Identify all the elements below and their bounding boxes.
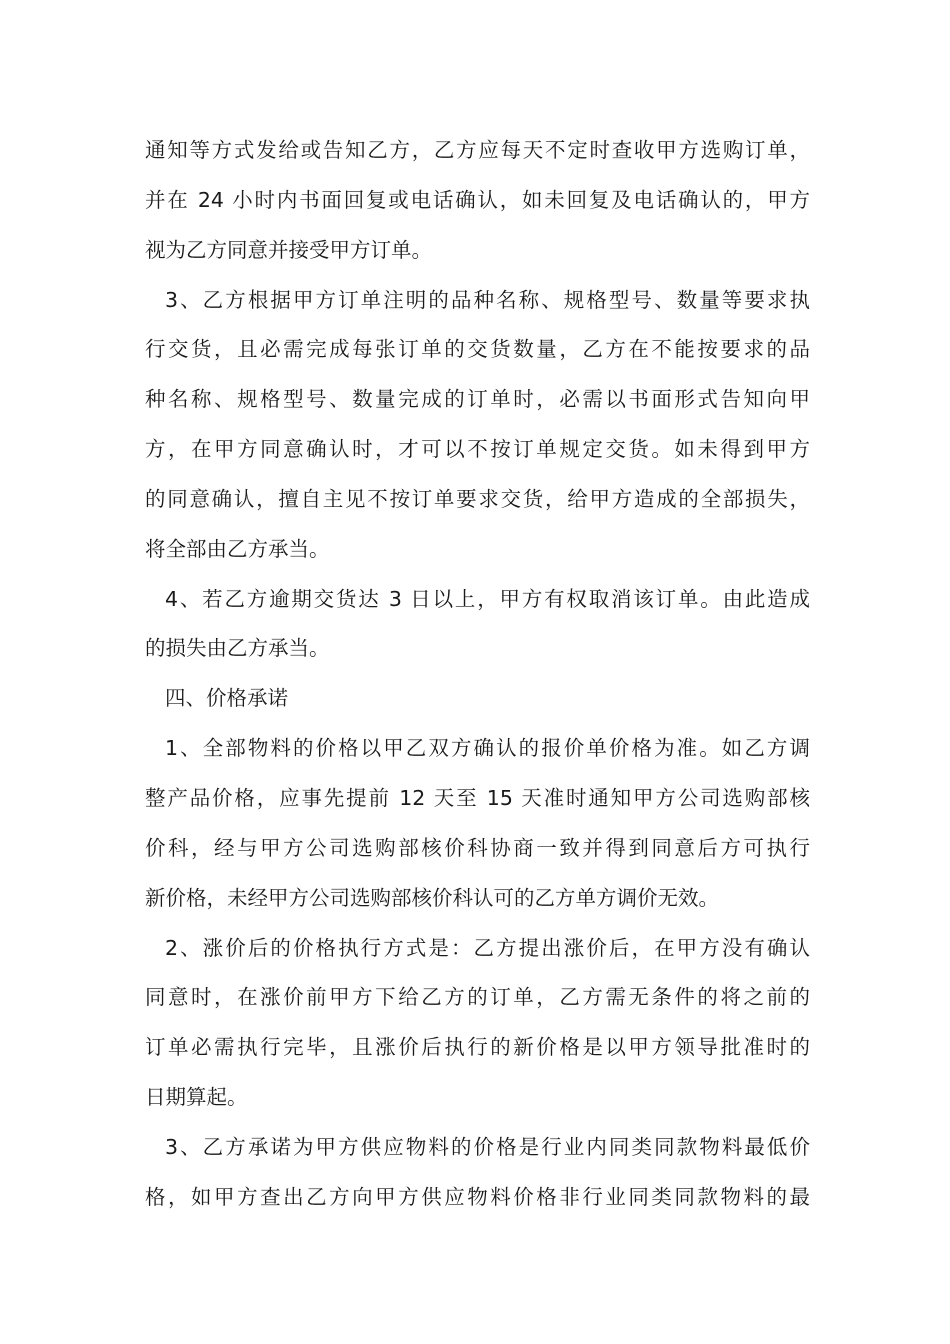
text-line: 3、乙方承诺为甲方供应物料的价格是行业内同类同款物料最低价 (165, 1134, 810, 1159)
text-line: 的同意确认，擅自主见不按订单要求交货，给甲方造成的全部损失， (145, 486, 810, 511)
text-line: 2、涨价后的价格执行方式是：乙方提出涨价后，在甲方没有确认 (165, 935, 810, 960)
text-line: 的损失由乙方承当。 (145, 636, 330, 661)
text-line: 日期算起。 (145, 1085, 248, 1110)
text-line: 通知等方式发给或告知乙方，乙方应每天不定时查收甲方选购订单， (145, 138, 810, 162)
text-line: 并在 24 小时内书面回复或电话确认，如未回复及电话确认的，甲方 (145, 187, 810, 212)
text-line: 整产品价格，应事先提前 12 天至 15 天准时通知甲方公司选购部核 (145, 785, 810, 810)
text-line: 新价格，未经甲方公司选购部核价科认可的乙方单方调价无效。 (145, 885, 719, 910)
text-line: 1、全部物料的价格以甲乙双方确认的报价单价格为准。如乙方调 (165, 736, 810, 761)
text-line: 四、价格承诺 (165, 686, 288, 711)
text-line: 3、乙方根据甲方订单注明的品种名称、规格型号、数量等要求执 (165, 287, 810, 312)
text-line: 视为乙方同意并接受甲方订单。 (145, 237, 432, 262)
text-line: 4、若乙方逾期交货达 3 日以上，甲方有权取消该订单。由此造成 (165, 586, 810, 611)
text-line: 方，在甲方同意确认时，才可以不按订单规定交货。如未得到甲方 (145, 437, 810, 462)
text-line: 订单必需执行完毕，且涨价后执行的新价格是以甲方领导批准时的 (145, 1035, 810, 1060)
text-line: 种名称、规格型号、数量完成的订单时，必需以书面形式告知向甲 (145, 387, 810, 412)
text-line: 格，如甲方查出乙方向甲方供应物料价格非行业同类同款物料的最 (145, 1184, 810, 1209)
text-line: 同意时，在涨价前甲方下给乙方的订单，乙方需无条件的将之前的 (145, 985, 810, 1010)
document-body (145, 126, 810, 1223)
text-line: 行交货，且必需完成每张订单的交货数量，乙方在不能按要求的品 (145, 337, 810, 362)
text-line: 价科，经与甲方公司选购部核价科协商一致并得到同意后方可执行 (145, 835, 810, 860)
text-line: 将全部由乙方承当。 (145, 536, 330, 561)
